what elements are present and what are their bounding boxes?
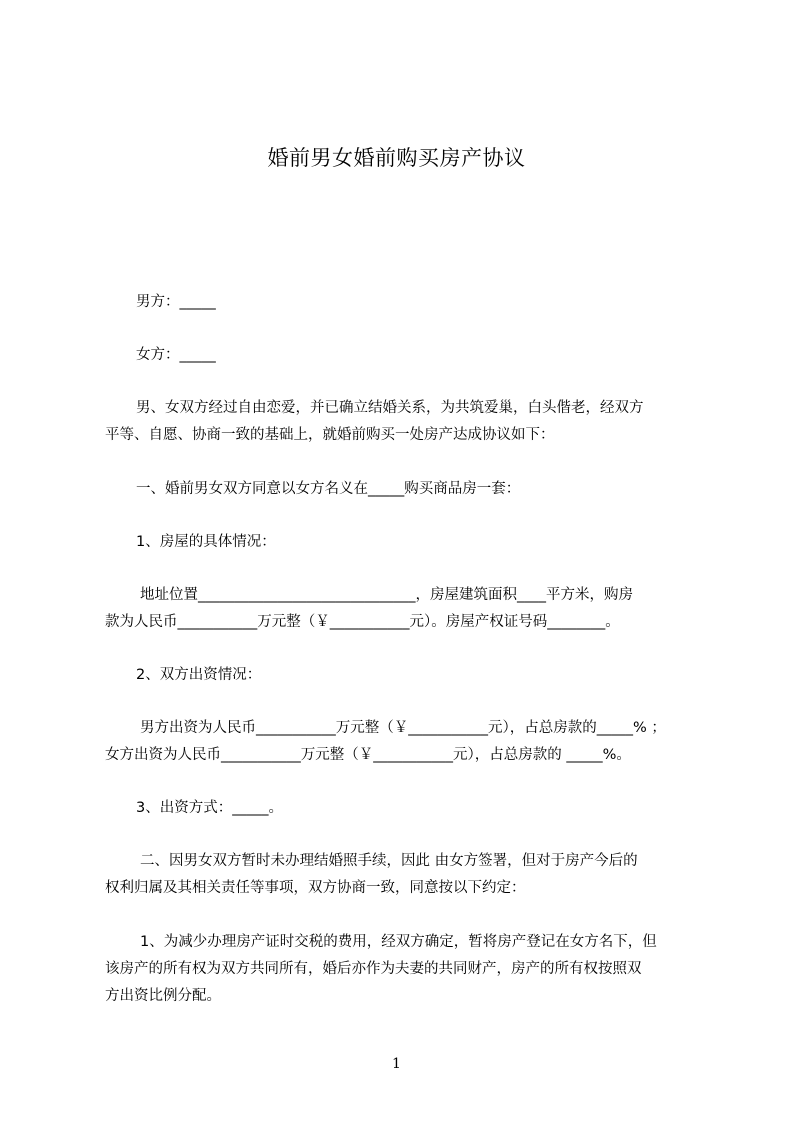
clause-1-line-2: 该房产的所有权为双方共同所有，婚后亦作为夫妻的共同财产，房产的所有权按照双 <box>105 961 642 977</box>
page-number: 1 <box>392 1056 401 1072</box>
intro-paragraph-line-1: 男、女双方经过自由恋爱，并已确立结婚关系，为共筑爱巢，白头偕老，经双方 <box>136 400 644 416</box>
item-1-line-1: 地址位置______________________________，房屋建筑面积____平方米，购房 <box>140 587 633 603</box>
item-2-line-1: 男方出资为人民币___________万元整（￥___________元），占总房款的_____% ； <box>140 720 666 736</box>
clause-1-line-1: 1、为减少办理房产证时交税的费用，经双方确定，暂将房产登记在女方名下，但 <box>140 934 657 950</box>
clause-1-line-3: 方出资比例分配。 <box>105 988 221 1004</box>
item-1-heading: 1、房屋的具体情况： <box>136 534 276 550</box>
document-title: 婚前男女婚前购买房产协议 <box>267 146 526 170</box>
intro-paragraph-line-2: 平等、自愿、协商一致的基础上，就婚前购买一处房产达成协议如下： <box>105 427 555 443</box>
male-party-line: 男方：_____ <box>136 294 216 310</box>
section-1-heading: 一、婚前男女双方同意以女方名义在_____购买商品房一套： <box>136 481 521 497</box>
item-2-line-2: 女方出资为人民币___________万元整（￥___________元），占总房款的 _____%。 <box>105 747 631 763</box>
section-2-line-2: 权利归属及其相关责任等事项，双方协商一致，同意按以下约定： <box>105 880 526 896</box>
item-1-line-2: 款为人民币___________万元整（￥___________元）。房屋产权证号码________。 <box>105 614 620 630</box>
item-3-line: 3、出资方式：_____。 <box>136 800 283 816</box>
item-2-heading: 2、双方出资情况： <box>136 667 262 683</box>
female-party-line: 女方：_____ <box>136 347 216 363</box>
section-2-line-1: 二、因男女双方暂时未办理结婚照手续，因此 由女方签署，但对于房产今后的 <box>140 853 638 869</box>
